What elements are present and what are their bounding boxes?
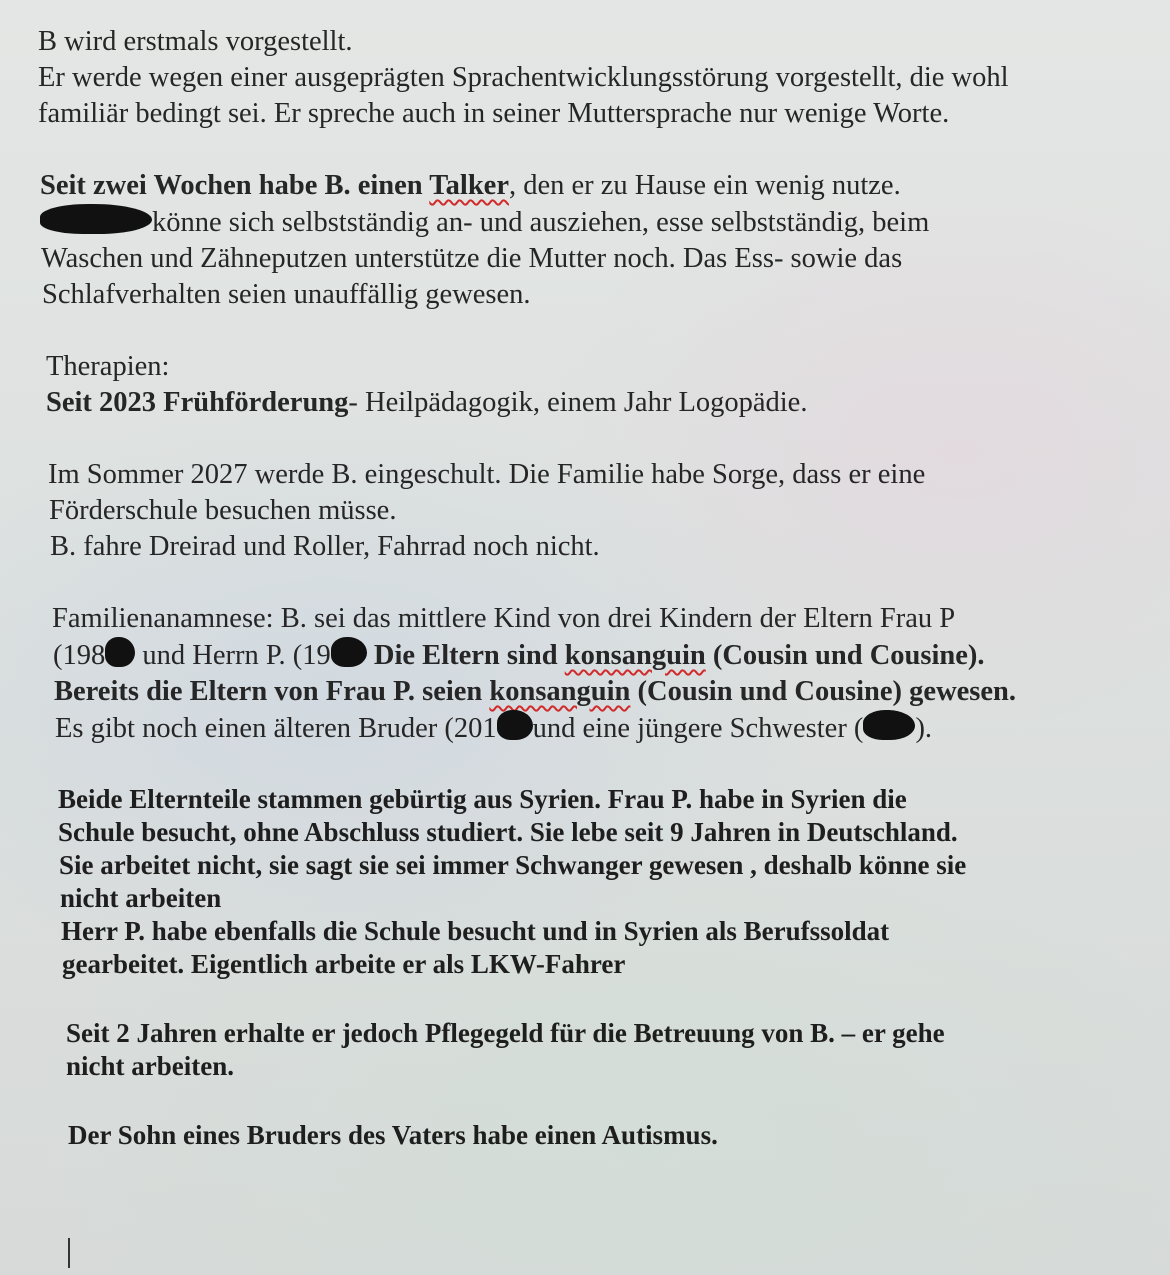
paragraph-gap [38,313,1170,349]
text-line: Waschen und Zähneputzen unterstütze die Mutter noch. Das Ess- sowie das [41,243,903,274]
text-run: (Cousin und Cousine) gewesen. [630,676,1017,707]
text-line [38,710,1170,747]
text-line [38,637,1170,674]
text-line: Schlafverhalten seien unauffällig gewesen. [42,279,531,310]
text-run: Es gibt noch einen älteren Bruder (201 [55,713,497,744]
text-line [38,204,1170,241]
spellcheck-word-konsanguin: konsanguin [489,676,631,707]
text-run: könne sich selbstständig an- und ausziehen, esse selbstständig, beim [152,207,930,238]
paragraph-gap [38,132,1170,168]
text-run: und Herrn P. (19 [135,640,331,671]
bold-text: Seit zwei Wochen habe B. einen [40,170,430,201]
text-line [38,168,1170,204]
text-run: Bereits die Eltern von Frau P. seien [54,676,490,707]
text-line: Therapien: [46,351,170,382]
bold-text: Seit 2023 Frühförderung [46,387,349,418]
text-run: (198 [53,640,106,671]
text-line: Förderschule besuchen müsse. [49,495,397,526]
text-line [38,385,1170,421]
text-line: Beide Elternteile stammen gebürtig aus Syrien. Frau P. habe in Syrien die [58,784,907,814]
text-run: , den er zu Hause ein wenig nutze. [508,170,901,201]
text-line: Im Sommer 2027 werde B. eingeschult. Die Familie habe Sorge, dass er eine [48,459,926,490]
text-line: B. fahre Dreirad und Roller, Fahrrad noch nicht. [50,531,600,562]
text-line: nicht arbeiten [60,883,222,913]
paragraph-gap [38,421,1170,457]
origin-paragraph [38,783,1170,1152]
spellcheck-word-konsanguin: konsanguin [564,640,706,671]
text-line: Seit 2 Jahren erhalte er jedoch Pflegegeld für die Betreuung von B. – er gehe [66,1018,945,1048]
spellcheck-word-talker: Talker [429,170,509,201]
text-run: und eine jüngere Schwester ( [532,713,864,744]
text-line: Schule besucht, ohne Abschluss studiert. Sie lebe seit 9 Jahren in Deutschland. [58,817,958,847]
redacted-year [105,637,135,667]
redacted-year [331,637,367,667]
paragraph-gap [58,1083,1170,1119]
bold-text: (Cousin und Cousine). [705,640,985,671]
text-line: Herr P. habe ebenfalls die Schule besucht und in Syrien als Berufssoldat [61,916,890,946]
text-line: B wird erstmals vorgestellt. [38,26,353,57]
text-run: ). [915,713,933,744]
text-line: Der Sohn eines Bruders des Vaters habe einen Autismus. [68,1120,718,1150]
text-line: Familienanamnese: B. sei das mittlere Kind von drei Kindern der Eltern Frau P [52,603,956,634]
text-line: gearbeitet. Eigentlich arbeite er als LKW-Fahrer [62,949,626,979]
paragraph-gap [38,747,1170,783]
text-line: Er werde wegen einer ausgeprägten Sprachentwicklungsstörung vorgestellt, die wohl [38,62,1009,93]
redacted-year [863,710,915,740]
text-line: Sie arbeitet nicht, sie sagt sie sei immer Schwanger gewesen , deshalb könne sie [59,850,967,880]
paragraph-gap [38,565,1170,601]
text-line: nicht arbeiten. [66,1051,234,1081]
text-line [38,674,1170,710]
redacted-name [40,204,152,234]
paragraph-gap [58,981,1170,1017]
text-line: familiär bedingt sei. Er spreche auch in seiner Muttersprache nur wenige Worte. [38,98,950,129]
text-run: - Heilpädagogik, einem Jahr Logopädie. [348,387,808,418]
redacted-year [497,710,533,740]
bold-text: Die Eltern sind [366,640,565,671]
text-cursor [68,1238,70,1268]
